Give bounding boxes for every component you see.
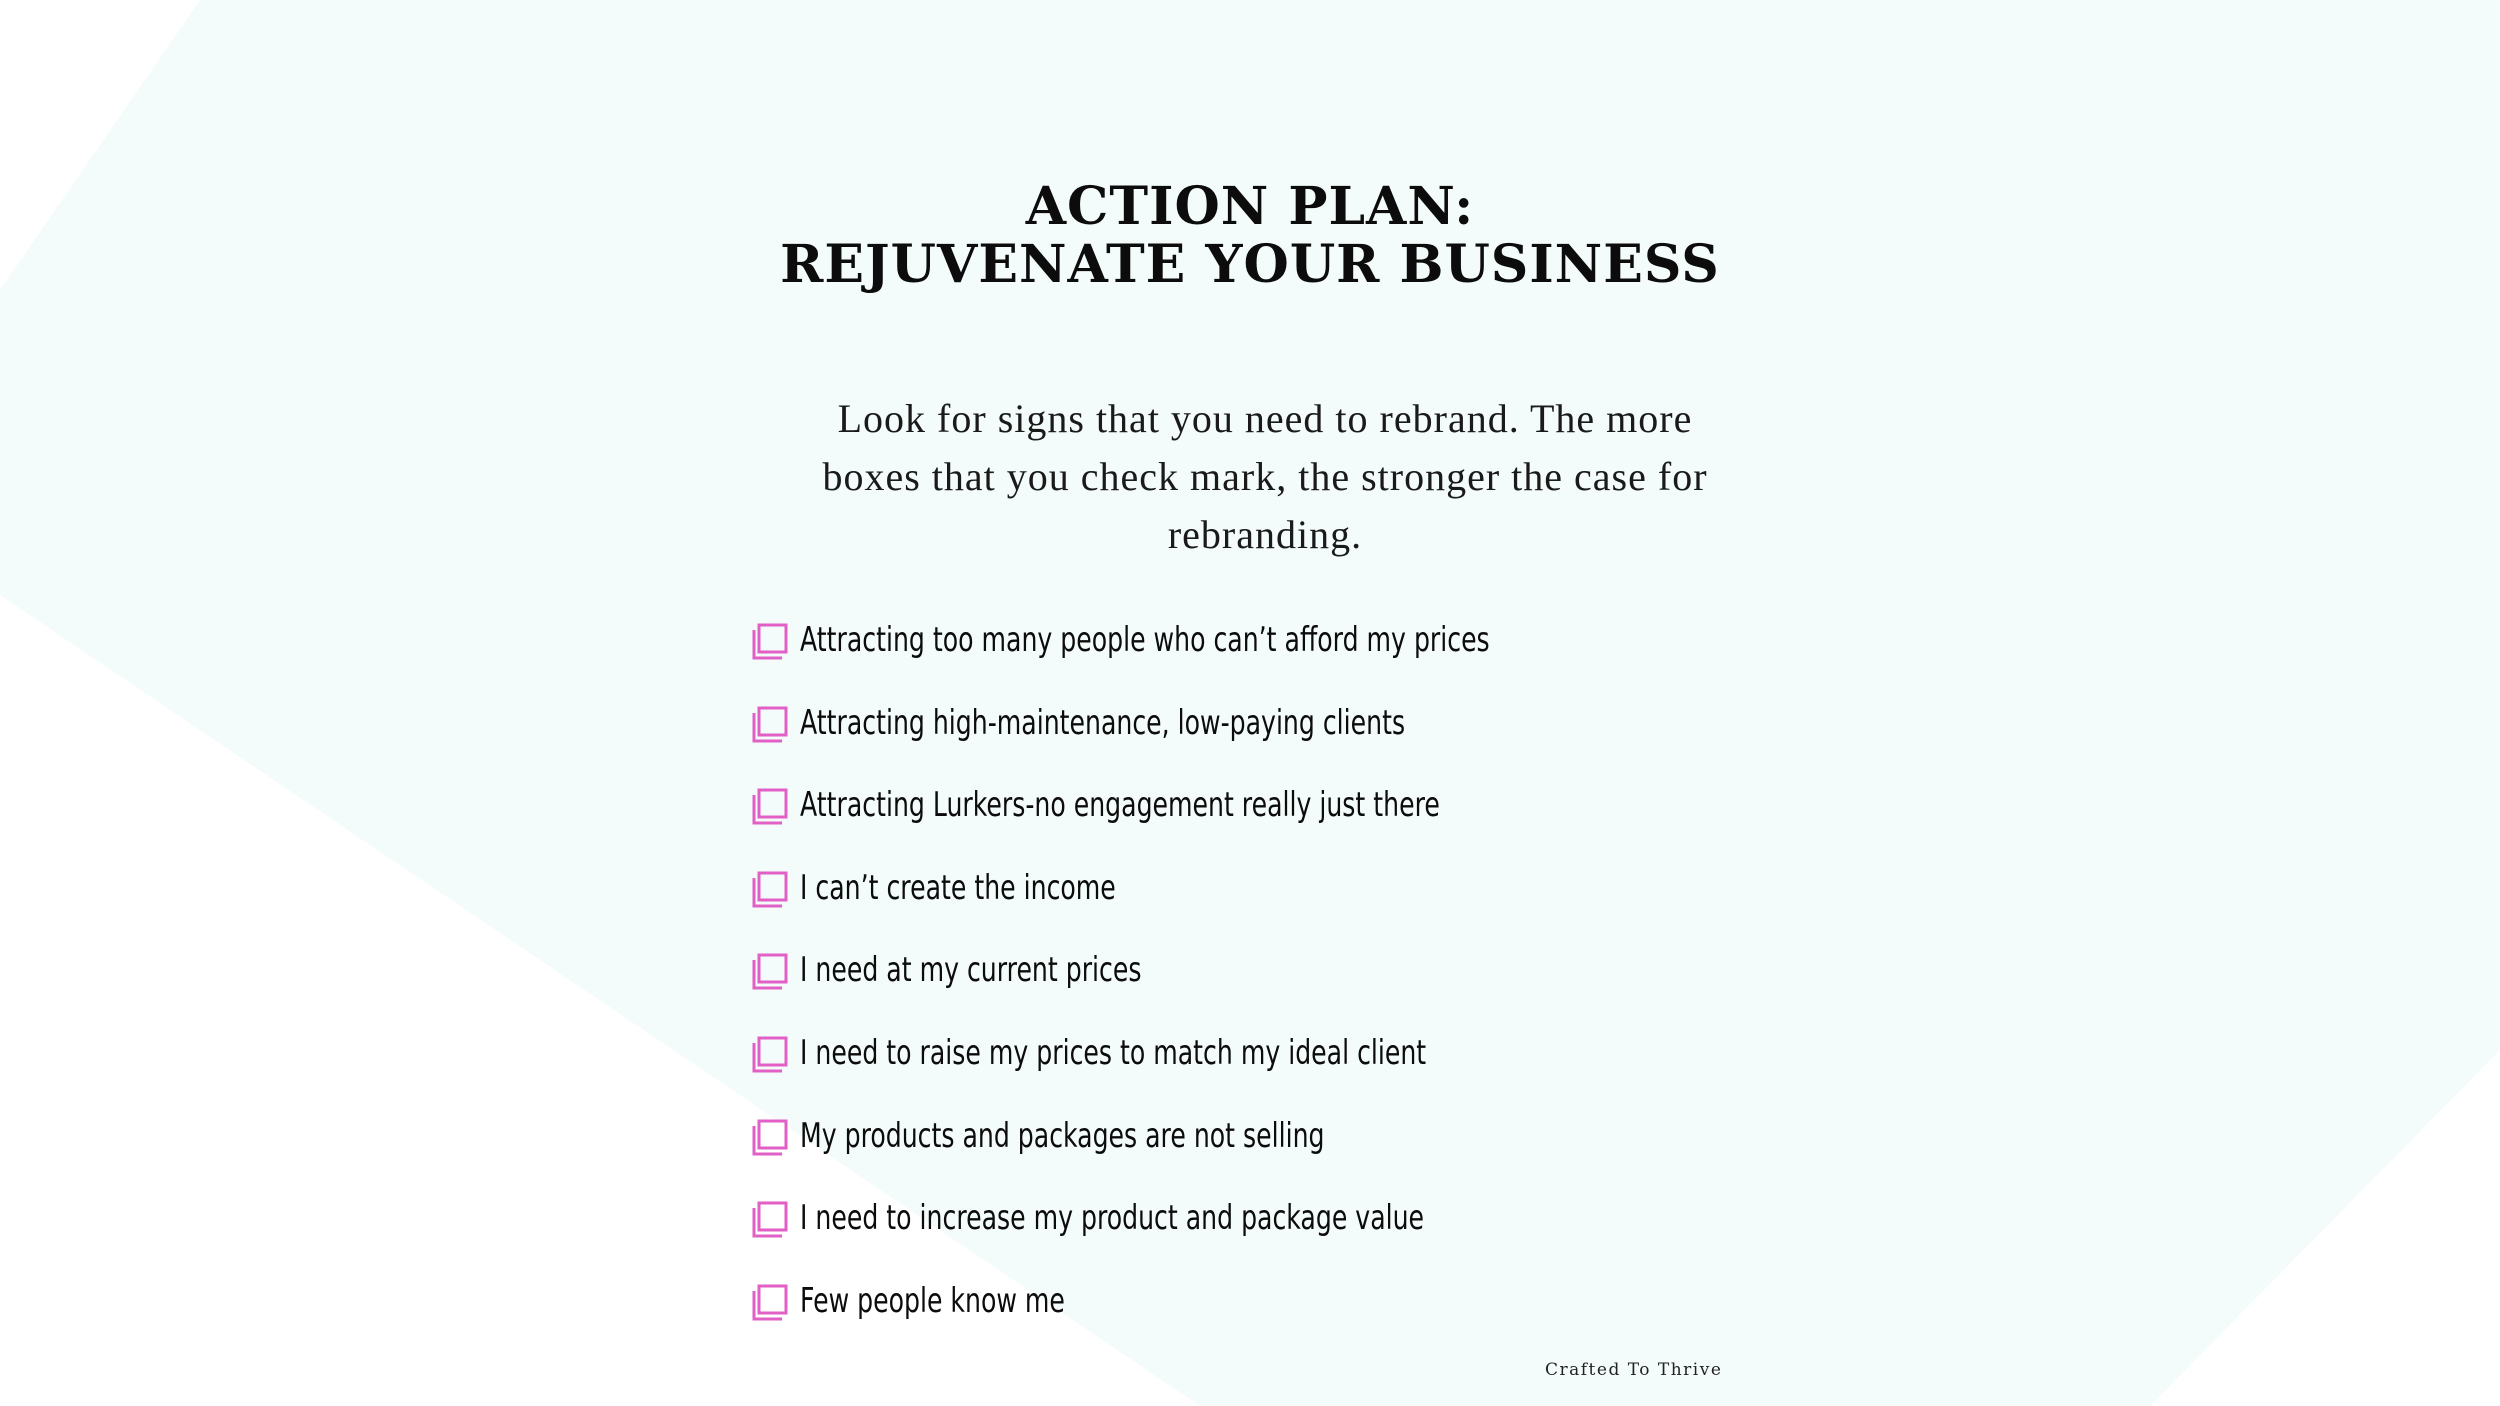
- checklist-item-label: My products and packages are not selling: [800, 1115, 1325, 1156]
- rebrand-checklist: [750, 612, 1850, 1355]
- checklist-item-label: Attracting Lurkers-no engagement really just there: [800, 785, 1440, 826]
- checkbox-icon[interactable]: [750, 622, 790, 662]
- checkbox-icon[interactable]: [750, 705, 790, 745]
- checklist-item: [750, 612, 1850, 695]
- checklist-item: [750, 860, 1850, 943]
- checklist-item: [750, 1190, 1850, 1273]
- checkbox-icon[interactable]: [750, 1118, 790, 1158]
- checklist-item: [750, 1025, 1850, 1108]
- checkbox-icon[interactable]: [750, 870, 790, 910]
- checkbox-icon[interactable]: [750, 1200, 790, 1240]
- page-title: [0, 178, 2500, 294]
- checklist-item: [750, 942, 1850, 1025]
- checklist-item: [750, 1108, 1850, 1191]
- title-line-1: ACTION PLAN:: [1025, 176, 1475, 237]
- checkbox-icon[interactable]: [750, 952, 790, 992]
- checkbox-icon[interactable]: [750, 1035, 790, 1075]
- checkbox-icon[interactable]: [750, 1283, 790, 1323]
- checklist-item-label: Attracting too many people who can’t afford my prices: [800, 620, 1490, 660]
- checklist-item-label: I need at my current prices: [800, 950, 1142, 991]
- checklist-item: [750, 777, 1850, 860]
- title-line-2: REJUVENATE YOUR BUSINESS: [780, 234, 1720, 295]
- checklist-item-label: I need to raise my prices to match my ideal client: [800, 1032, 1427, 1073]
- checklist-item-label: Attracting high-maintenance, low-paying clients: [800, 702, 1406, 743]
- checkbox-icon[interactable]: [750, 787, 790, 827]
- intro-paragraph: Look for signs that you need to rebrand. The more boxes that you check mark, the stronger the case for rebranding.: [822, 396, 1708, 557]
- checklist-item-label: Few people know me: [800, 1280, 1065, 1321]
- checklist-item: [750, 1273, 1850, 1356]
- checklist-item-label: I need to increase my product and package value: [800, 1198, 1425, 1239]
- checklist-item: [750, 695, 1850, 778]
- checklist-item-label: I can’t create the income: [800, 867, 1116, 908]
- footer-brand: Crafted To Thrive: [1545, 1360, 1723, 1380]
